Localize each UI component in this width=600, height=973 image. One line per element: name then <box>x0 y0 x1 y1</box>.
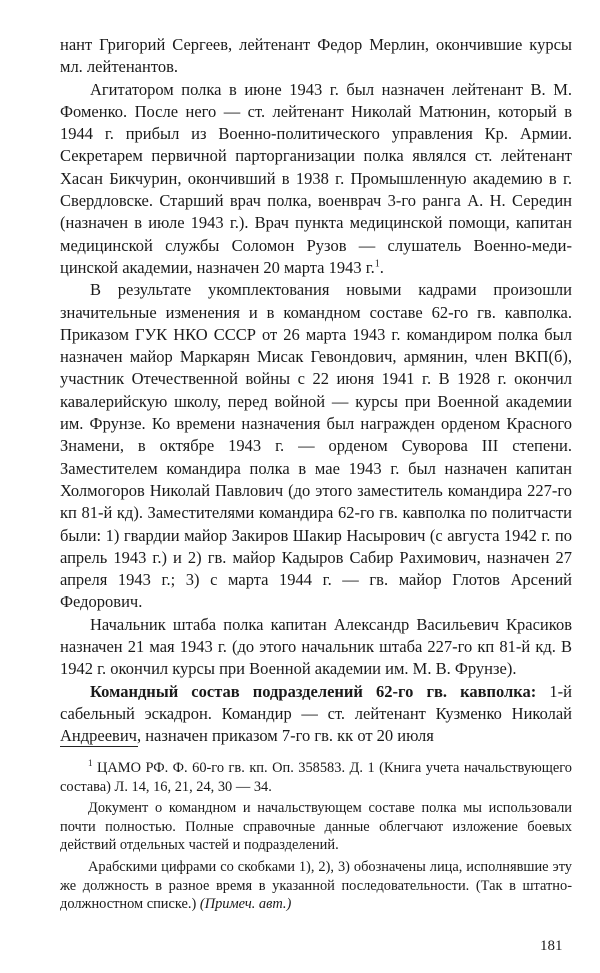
footnote-3-text: Арабскими цифрами со скобками 1), 2), 3) обозначены лица, исполнявшие эту же должность в разное время в указанной последовательности. (Так в штатно-должностном списке.) <box>60 858 572 913</box>
paragraph-2-end: . <box>379 257 384 277</box>
footnote-1-text: ЦАМО РФ. Ф. 60-го гв. кп. Оп. 358583. Д. 1 (Книга учета начальствующего состава) Л. 14, 16, 21, 24, 30 — 34. <box>60 760 572 795</box>
footnote-3-author-note: (Примеч. авт.) <box>199 896 292 913</box>
footnotes <box>60 759 572 917</box>
paragraph-4: Начальник штаба полка капитан Александр Васильевич Красиков назначен 21 мая 1943 г. (до этого начальник штаба 227-го кп 81-й кд. В 1942 г. окончил курсы при Военной академии им. М. В. Фрунзе). <box>60 614 572 679</box>
paragraph-5-text: 1-й сабельный эскадрон. Командир — ст. лейтенант Кузменко Николай Андреевич, назначен приказом 7-го гв. кк от 20 июля <box>60 681 572 746</box>
paragraph-2 <box>60 79 572 280</box>
paragraph-5-heading: Командный состав подразделений 62-го гв. кавполка: <box>90 681 537 701</box>
footnote-1-mark: 1 <box>88 758 93 769</box>
footnote-2: Документ о командном и начальствующем составе полка мы использовали почти полностью. Полные справочные данные облегчают изложение боевых действий отдельных частей и подразделений. <box>60 800 572 854</box>
paragraph-2-text: Агитатором полка в июне 1943 г. был назначен лейтенант В. М. Фоменко. После него — ст. лейтенант Николай Матюнин, который в 1944 г. прибыл из Военно-политического управления Кр. Армии. Секретарем первичной парторганизации полка являлся ст. лейтенант Хасан Бикчурин, окончивший в 1938 г. Промышленную академию в г. Свердловске. Старший врач полка, военврач 3-го ранга А. Н. Середин (назначен в июле 1943 г.). Врач пункта медицинской помощи, капитан медицинской службы Соломон Рузов — слушатель Военно-медицинской академии, назначен 20 марта 1943 г. <box>60 79 572 277</box>
footnote-ref: 1 <box>374 258 380 270</box>
paragraph-3: В результате укомплектования новыми кадрами произошли значительные изменения и в командном составе 62-го гв. кавполка. Приказом ГУК НКО СССР от 26 марта 1943 г. командиром полка был назначен майор Маркарян Мисак Гевондович, армянин, член ВКП(б), участник Отечественной войны с 22 июня 1941 г. В 1928 г. окончил кавалерийскую школу, перед войной — курсы при Военной академии им. Фрунзе. Ко времени назначения был награжден орденом Красного Знамени, в октябре 1943 г. — орденом Суворова III степени. Заместителем командира полка в мае 1943 г. был назначен капитан Холмогоров Николай Павлович (до этого заместитель командира 227-го кп 81-й кд). Заместителями командира 62-го гв. кавполка по политчасти были: 1) гвардии майор Закиров Шакир Насырович (с августа 1942 г. по апрель 1943 г.) и 2) гв. майор Кадыров Сабир Рахимович, назначен 27 апреля 1943 г.; 3) с марта 1944 г. — гв. майор Глотов Арсений Федорович. <box>60 280 572 612</box>
paragraph-5 <box>60 681 572 748</box>
footnote-1 <box>60 759 572 796</box>
footnote-divider <box>60 746 138 747</box>
main-text <box>60 34 572 748</box>
paragraph-1: нант Григорий Сергеев, лейтенант Федор Мерлин, окончившие курсы мл. лейтенантов. <box>60 35 572 77</box>
page-number: 181 <box>540 938 563 954</box>
footnote-3 <box>60 858 572 914</box>
